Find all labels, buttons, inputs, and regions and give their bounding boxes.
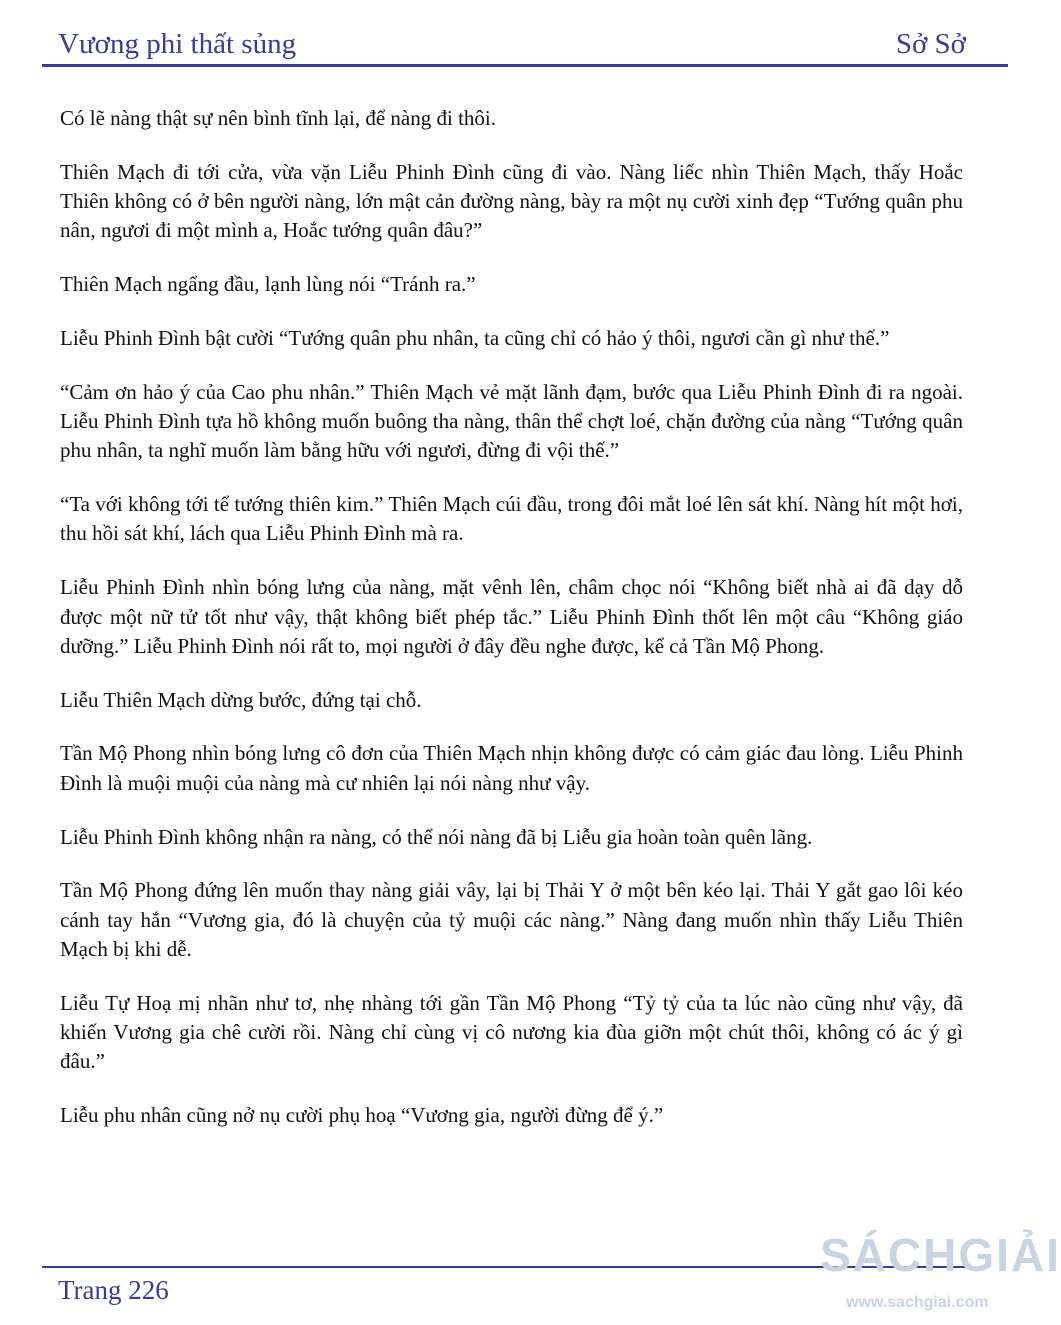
paragraph: “Ta với không tới tể tướng thiên kim.” Thiên Mạch cúi đầu, trong đôi mắt loé lên sát khí. Nàng hít một hơi, thu hồi sát khí, lách qua Liễu Phinh Đình mà ra. xyxy=(60,492,963,546)
paragraph: Liễu Thiên Mạch dừng bước, đứng tại chỗ. xyxy=(60,687,422,712)
author-name: Sở Sở xyxy=(895,28,966,60)
paragraph: Có lẽ nàng thật sự nên bình tĩnh lại, để nàng đi thôi. xyxy=(60,106,496,130)
page-body xyxy=(60,104,963,1155)
paragraph: Thiên Mạch ngẩng đầu, lạnh lùng nói “Tránh ra.” xyxy=(60,272,476,297)
paragraph: Liễu Phinh Đình bật cười “Tướng quân phu nhân, ta cũng chỉ có hảo ý thôi, ngươi cần gì như thế.” xyxy=(60,325,890,350)
paragraph: Liễu Tự Hoạ mị nhãn như tơ, nhẹ nhàng tới gần Tần Mộ Phong “Tỷ tỷ của ta lúc nào cũng như vậy, đã khiến Vương gia chê cười rồi. Nàng chỉ cùng vị cô nương kia đùa giỡn một chút thôi, không có ác ý gì đâu.” xyxy=(60,990,963,1074)
paragraph: Liễu phu nhân cũng nở nụ cười phụ hoạ “Vương gia, người đừng để ý.” xyxy=(60,1103,664,1128)
book-title: Vương phi thất sủng xyxy=(58,28,297,60)
page-number: Trang 226 xyxy=(58,1275,169,1305)
paragraph: Liễu Phinh Đình nhìn bóng lưng của nàng, mặt vênh lên, châm chọc nói “Không biết nhà ai đã dạy dỗ được một nữ tử tốt như vậy, thật không biết phép tắc.” Liễu Phinh Đình thốt lên một câu “Không giáo dưỡng.” Liễu Phinh Đình nói rất to, mọi người ở đây đều nghe được, kể cả Tần Mộ Phong. xyxy=(60,575,963,658)
paragraph: Thiên Mạch đi tới cửa, vừa vặn Liễu Phinh Đình cũng đi vào. Nàng liếc nhìn Thiên Mạch, thấy Hoắc Thiên không có ở bên người nàng, lớn mật cản đường nàng, bày ra một nụ cười xinh đẹp “Tướng quân phu nân, ngươi đi một mình a, Hoắc tướng quân đâu?” xyxy=(60,159,963,243)
paragraph: “Cảm ơn hảo ý của Cao phu nhân.” Thiên Mạch vẻ mặt lãnh đạm, bước qua Liễu Phinh Đình đi ra ngoài. Liễu Phinh Đình tựa hồ không muốn buông tha nàng, thân thể chợt loé, chặn đường của nàng “Tướng quân phu nhân, ta nghĩ muốn làm bằng hữu với ngươi, đừng đi vội thế.” xyxy=(60,379,963,463)
watermark-logo: SÁCHGIẢI xyxy=(820,1229,1061,1281)
paragraph: Tần Mộ Phong đứng lên muốn thay nàng giải vây, lại bị Thải Y ở một bên kéo lại. Thải Y gắt gao lôi kéo cánh tay hắn “Vương gia, đó là chuyện của tỷ muội các nàng.” Nàng đang muốn nhìn thấy Liễu Thiên Mạch bị khi dễ. xyxy=(60,878,963,961)
header-divider xyxy=(42,64,1008,67)
paragraph: Liễu Phinh Đình không nhận ra nàng, có thể nói nàng đã bị Liễu gia hoàn toàn quên lãng. xyxy=(60,824,813,849)
watermark-url: www.sachgiai.com xyxy=(846,1294,989,1311)
page-header xyxy=(58,24,966,64)
paragraph: Tần Mộ Phong nhìn bóng lưng cô đơn của Thiên Mạch nhịn không được có cảm giác đau lòng. Liễu Phinh Đình là muội muội của nàng mà cư nhiên lại nói nàng như vậy. xyxy=(60,741,963,795)
watermark xyxy=(814,1222,1061,1322)
